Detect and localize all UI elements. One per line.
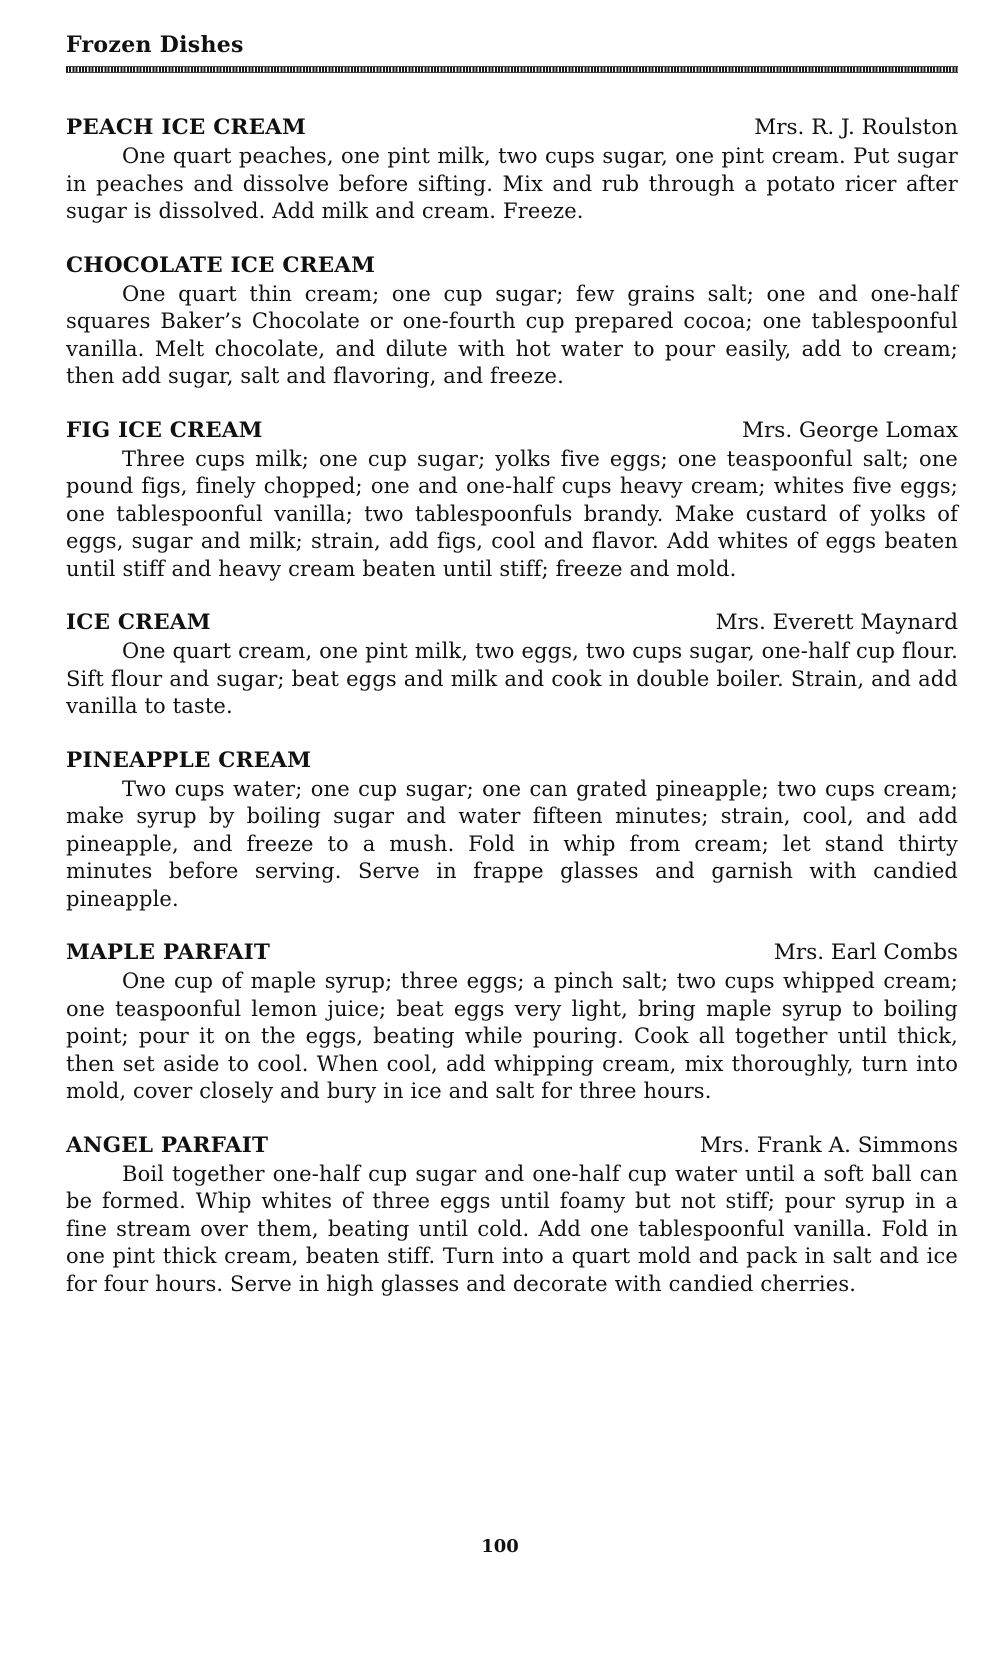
recipe-maple-parfait <box>66 938 958 1106</box>
recipe-text: One quart cream, one pint milk, two eggs, two cups sugar, one-half cup flour. Sift flour and sugar; beat eggs and milk and cook in double boiler. Strain, and add vanilla to taste. <box>66 639 958 718</box>
recipe-title: CHOCOLATE ICE CREAM <box>66 252 376 278</box>
recipe-ice-cream <box>66 608 958 721</box>
recipe-author: Mrs. Earl Combs <box>773 940 958 965</box>
recipe-title: MAPLE PARFAIT <box>66 940 271 965</box>
recipe-heading <box>66 113 958 143</box>
recipe-list <box>66 113 958 1298</box>
header-rule <box>66 66 958 73</box>
recipe-text: One cup of maple syrup; three eggs; a pinch salt; two cups whipped cream; one teaspoonful lemon juice; beat eggs very light, bring maple syrup to boiling point; pour it on the eggs, beating while pouring. Cook all together until thick, then set aside to cool. When cool, add whipping cream, mix thoroughly, turn into mold, cover closely and bury in ice and salt for three hours. <box>66 969 958 1103</box>
recipe-pineapple-cream <box>66 746 958 914</box>
recipe-heading <box>66 608 958 638</box>
recipe-heading <box>66 1131 958 1161</box>
recipe-title: ANGEL PARFAIT <box>66 1132 269 1158</box>
recipe-heading <box>66 746 958 776</box>
recipe-chocolate-ice-cream <box>66 251 958 391</box>
recipe-text: Boil together one-half cup sugar and one-half cup water until a soft ball can be formed. Whip whites of three eggs until foamy but not stiff; pour syrup in a fine stream over them, beating until cold. Add one tablespoonful vanilla. Fold in one pint thick cream, beaten stiff. Turn into a quart mold and pack in salt and ice for four hours. Serve in high glasses and decorate with candied cherries. <box>66 1161 958 1296</box>
recipe-peach-ice-cream <box>66 113 958 226</box>
recipe-heading <box>66 251 958 281</box>
recipe-author: Mrs. Frank A. Simmons <box>699 1132 958 1158</box>
recipe-text: Three cups milk; one cup sugar; yolks five eggs; one teaspoonful salt; one pound figs, finely chopped; one and one-half cups heavy cream; whites five eggs; one tablespoonful vanilla; two tablespoonfuls brandy. Make custard of yolks of eggs, sugar and milk; strain, add figs, cool and flavor. Add whites of eggs beaten until stiff and heavy cream beaten until stiff; freeze and mold. <box>66 446 958 581</box>
recipe-heading <box>66 416 958 446</box>
recipe-author: Mrs. R. J. Roulston <box>754 115 958 140</box>
page-number: 100 <box>481 1536 519 1557</box>
recipe-title: PINEAPPLE CREAM <box>66 747 312 773</box>
recipe-title: PEACH ICE CREAM <box>66 115 307 140</box>
recipe-author: Mrs. Everett Maynard <box>715 610 958 635</box>
recipe-title: ICE CREAM <box>66 610 211 635</box>
recipe-author: Mrs. George Lomax <box>742 417 958 443</box>
running-head: Frozen Dishes <box>66 32 244 58</box>
recipe-text: One quart peaches, one pint milk, two cups sugar, one pint cream. Put sugar in peaches and dissolve before sifting. Mix and rub through a potato ricer after sugar is dissolved. Add milk and cream. Freeze. <box>66 144 958 223</box>
recipe-heading <box>66 938 958 968</box>
recipe-text: One quart thin cream; one cup sugar; few grains salt; one and one-half squares Baker’s Chocolate or one-fourth cup prepared cocoa; one tablespoonful vanilla. Melt chocolate, and dilute with hot water to pour easily, add to cream; then add sugar, salt and flavoring, and freeze. <box>66 281 958 388</box>
recipe-angel-parfait <box>66 1131 958 1299</box>
book-page <box>66 30 958 1323</box>
recipe-text: Two cups water; one cup sugar; one can grated pineapple; two cups cream; make syrup by boiling sugar and water fifteen minutes; strain, cool, and add pineapple, and freeze to a mush. Fold in whip from cream; let stand thirty minutes before serving. Serve in frappe glasses and garnish with candied pineapple. <box>66 776 958 911</box>
recipe-fig-ice-cream <box>66 416 958 584</box>
recipe-title: FIG ICE CREAM <box>66 417 263 443</box>
